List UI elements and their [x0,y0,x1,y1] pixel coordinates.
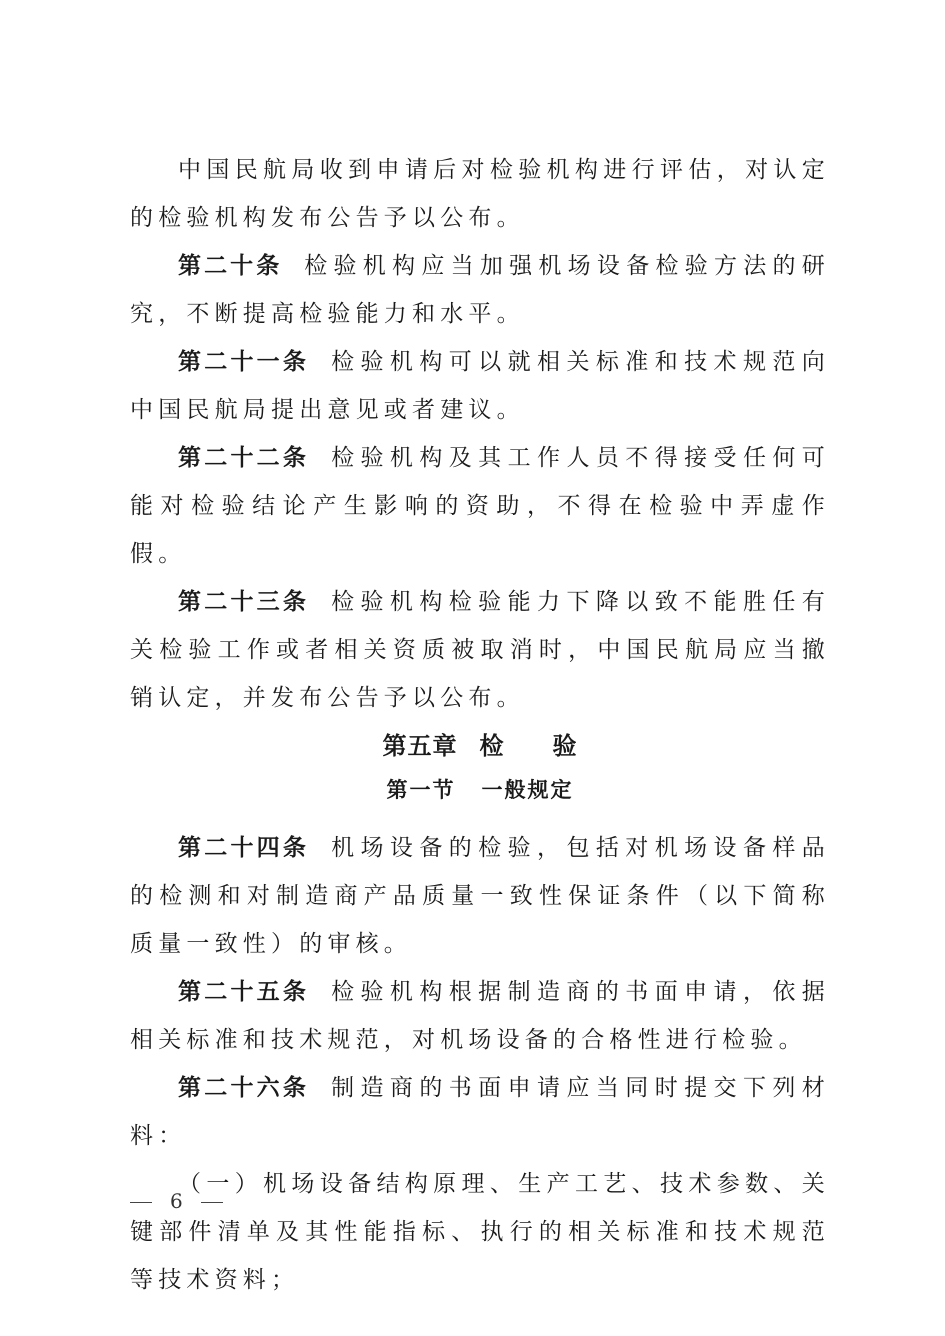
paragraph-continuation [130,146,830,242]
chapter-number: 第五章 [382,732,458,760]
article-heading: 第二十二条 [178,445,310,471]
page-number-dash-right [201,1202,223,1203]
page-number-value: 6 [170,1189,183,1213]
page-number-dash-left [130,1202,152,1203]
section-heading [130,770,830,810]
article-text: 检验机构可以就相关标准和技术规范向中国民航局提出意见或者建议。 [130,349,830,423]
paragraph-text: 中国民航局收到申请后对检验机构进行评估，对认定的检验机构发布公告予以公布。 [130,157,830,231]
article-20 [130,242,830,338]
chapter-title-char-1: 检 [479,732,505,760]
article-22 [130,434,830,578]
list-item-text: （一）机场设备结构原理、生产工艺、技术参数、关键部件清单及其性能指标、执行的相关标准和技术规范等技术资料； [130,1171,830,1293]
article-text: 制造商的书面申请应当同时提交下列材料： [130,1075,830,1149]
chapter-title-char-2: 验 [552,732,578,760]
section-title: 一般规定 [481,778,574,802]
article-25 [130,968,830,1064]
article-text: 机场设备的检验，包括对机场设备样品的检测和对制造商产品质量一致性保证条件（以下简称质量一致性）的审核。 [130,835,830,957]
article-heading: 第二十条 [178,253,283,279]
article-heading: 第二十四条 [178,835,310,861]
article-23 [130,578,830,722]
article-text: 检验机构及其工作人员不得接受任何可能对检验结论产生影响的资助，不得在检验中弄虚作假。 [130,445,830,567]
article-21 [130,338,830,434]
chapter-heading [130,722,830,770]
section-number: 第一节 [386,778,456,802]
article-text: 检验机构应当加强机场设备检验方法的研究，不断提高检验能力和水平。 [130,253,830,327]
article-24 [130,824,830,968]
page-number [130,1186,223,1216]
article-heading: 第二十六条 [178,1075,310,1101]
body-text [130,146,830,1304]
article-26 [130,1064,830,1160]
article-heading: 第二十三条 [178,589,310,615]
article-heading: 第二十五条 [178,979,310,1005]
article-text: 检验机构根据制造商的书面申请，依据相关标准和技术规范，对机场设备的合格性进行检验。 [130,979,830,1053]
article-heading: 第二十一条 [178,349,310,375]
article-text: 检验机构检验能力下降以致不能胜任有关检验工作或者相关资质被取消时，中国民航局应当撤销认定，并发布公告予以公布。 [130,589,830,711]
list-item-1 [130,1160,830,1304]
